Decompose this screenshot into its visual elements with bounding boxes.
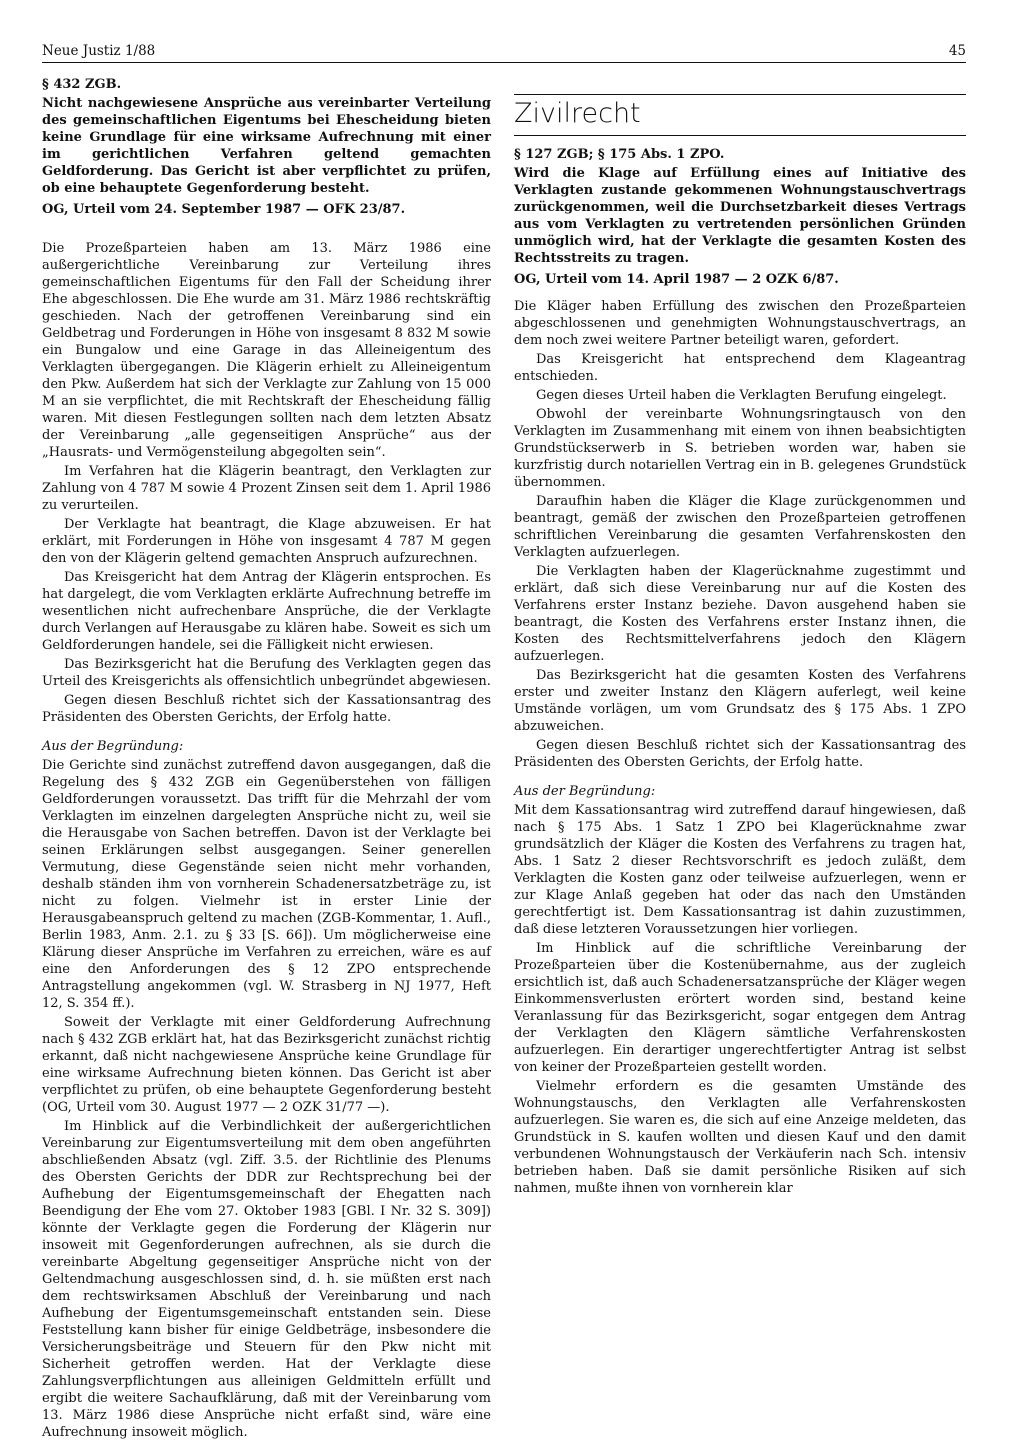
- running-header: [42, 40, 966, 63]
- right-column: [514, 76, 966, 1199]
- case1-fact-paragraph: Im Verfahren hat die Klägerin beantragt, den Verklagten zur Zahlung von 4 787 M sowie 4 Prozent Zinsen seit dem 1. April 1986 zu verurteilen.: [42, 464, 491, 513]
- page-number: 45: [948, 43, 966, 59]
- case2-reason-paragraph: Mit dem Kassationsantrag wird zutreffend darauf hingewiesen, daß nach § 175 Abs. 1 Satz 1 ZPO bei Klagerücknahme zwar grundsätzlich der Kläger die Kosten des Verfahrens zu tragen hat, Abs. 1 Satz 2 dieser Rechtsvorschrift es jedoch zuläßt, dem Verklagten die Kosten ganz oder teilweise aufzuerlegen, wenn er zur Klage Anlaß gegeben hat oder das nach den Umständen gerechtfertigt ist. Dem Kassationsantrag ist dahin zuzustimmen, daß diese letzteren Voraussetzungen hier vorliegen.: [514, 803, 966, 937]
- case1-fact-paragraph: Gegen diesen Beschluß richtet sich der Kassationsantrag des Präsidenten des Obersten Gerichts, der Erfolg hatte.: [42, 693, 491, 725]
- case1-citation: OG, Urteil vom 24. September 1987 — OFK 23/87.: [42, 202, 406, 217]
- case1-reason-paragraph: Soweit der Verklagte mit einer Geldforderung Aufrechnung nach § 432 ZGB erklärt hat, hat das Bezirksgericht zunächst richtig erkannt, daß nicht nachgewiesene Ansprüche keine Grundlage für eine wirksame Aufrechnung bieten können. Das Gericht ist aber verpflichtet zu prüfen, ob eine behauptete Gegenforderung besteht (OG, Urteil vom 30. August 1977 — 2 OZK 31/77 —).: [42, 1015, 491, 1115]
- case1-fact-paragraph: Das Kreisgericht hat dem Antrag der Klägerin entsprochen. Es hat dargelegt, die vom Verklagten erklärte Aufrechnung betreffe im wesentlichen nicht aufrechenbare Ansprüche, die der Verklagte durch Verlangen auf Herausgabe zu klären habe. Soweit es sich um Geldforderungen handele, sei die Fälligkeit nicht erwiesen.: [42, 570, 491, 653]
- case2-paragraph-ref: § 127 ZGB; § 175 Abs. 1 ZPO.: [514, 147, 725, 162]
- case2-fact-paragraph: Das Kreisgericht hat entsprechend dem Klageantrag entschieden.: [514, 352, 966, 384]
- case2-reason-paragraph: Im Hinblick auf die schriftliche Vereinbarung der Prozeßparteien über die Kostenübernahme, aus der zugleich ersichtlich ist, daß auch Schadenersatzansprüche der Kläger wegen Einkommensverlusten erörtert worden sind, bestand keine Veranlassung für das Bezirksgericht, sogar entgegen dem Antrag der Verklagten den Klägern sämtliche Verfahrenskosten aufzuerlegen. Ein derartiger ungerechtfertigter Antrag ist selbst von keiner der Prozeßparteien gestellt worden.: [514, 941, 966, 1075]
- case1-fact-paragraph: Die Prozeßparteien haben am 13. März 1986 eine außergerichtliche Vereinbarung zur Verteilung ihres gemeinschaftlichen Eigentums für den Fall der Scheidung ihrer Ehe abgeschlossen. Die Ehe wurde am 31. März 1986 rechtskräftig geschieden. Nach der getroffenen Vereinbarung sind ein Geldbetrag und Forderungen in Höhe von insgesamt 8 832 M sowie ein Bungalow und eine Garage in das Alleineigentum des Verklagten übergegangen. Die Klägerin erhielt zu Alleineigentum den Pkw. Außerdem hat sich der Verklagte zur Zahlung von 15 000 M an sie verpflichtet, die mit Rechtskraft der Ehescheidung fällig waren. Mit diesen Festlegungen sollten nach dem letzten Absatz der Vereinbarung „alle gegenseitigen Ansprüche“ aus der „Hausrats- und Vermögensteilung abgegolten sein“.: [42, 241, 491, 460]
- case2-fact-paragraph: Obwohl der vereinbarte Wohnungsringtausch von den Verklagten im Zusammenhang mit einem von ihnen beabsichtigten Grundstückserwerb in S. betrieben worden war, haben sie kurzfristig durch notariellen Vertrag ein in B. gelegenes Grundstück übernommen.: [514, 407, 966, 490]
- case1-fact-paragraph: Das Bezirksgericht hat die Berufung des Verklagten gegen das Urteil des Kreisgerichts als offensichtlich unbegründet abgewiesen.: [42, 657, 491, 689]
- case2-citation: OG, Urteil vom 14. April 1987 — 2 OZK 6/87.: [514, 272, 839, 287]
- case1-reason-paragraph: Die Gerichte sind zunächst zutreffend davon ausgegangen, daß die Regelung des § 432 ZGB ein Gegenüberstehen von fälligen Geldforderungen voraussetzt. Das trifft für die Mehrzahl der vom Verklagten im einzelnen dargelegten Ansprüche nicht zu, weil sie die Herausgabe von Sachen betreffen. Davon ist der Verklagte bei seinen Erklärungen selbst ausgegangen. Seiner generellen Vermutung, diese Gegenstände seien nicht mehr vorhanden, deshalb ständen ihm von vornherein Schadenersatzbeträge zu, ist nicht zu folgen. Vielmehr ist in erster Linie der Herausgabeanspruch geltend zu machen (ZGB-Kommentar, 1. Aufl., Berlin 1983, Anm. 2.1. zu § 33 [S. 66]). Um möglicherweise eine Klärung dieser Ansprüche im Verfahren zu erreichen, wäre es auf eine den Anforderungen des § 12 ZPO entsprechende Antragstellung angekommen (vgl. W. Strasberg in NJ 1977, Heft 12, S. 354 ff.).: [42, 758, 491, 1011]
- case2-fact-paragraph: Die Kläger haben Erfüllung des zwischen den Prozeßparteien abgeschlossenen und genehmigten Wohnungstauschvertrags, an dem noch zwei weitere Partner beteiligt waren, gefordert.: [514, 299, 966, 348]
- case2-headnote: Wird die Klage auf Erfüllung eines auf Initiative des Verklagten zustande gekommenen Wohnungstauschvertrags zurückgenommen, weil die Durchsetzbarkeit dieses Vertrags aus vom Verklagten zu vertretenden persönlichen Gründen unmöglich wird, hat der Verklagte die gesamten Kosten des Rechtsstreits zu tragen.: [514, 166, 966, 266]
- case2-reason-paragraph: Vielmehr erfordern es die gesamten Umstände des Wohnungstauschs, den Verklagten alle Verfahrenskosten aufzuerlegen. Sie waren es, die sich auf eine Anzeige meldeten, das Grundstück in S. kaufen wollten und diesen Kauf und den damit verbundenen Wohnungstausch der Verkäuferin nach Sch. intensiv betrieben haben. Daß sie damit persönliche Risiken auf sich nahmen, mußte ihnen von vornherein klar: [514, 1079, 966, 1196]
- journal-title: Neue Justiz 1/88: [42, 43, 156, 59]
- section-title: Zivilrecht: [514, 94, 966, 136]
- case2-fact-paragraph: Daraufhin haben die Kläger die Klage zurückgenommen und beantragt, gemäß der zwischen den Prozeßparteien getroffenen schriftlichen Vereinbarung die gesamten Verfahrenskosten den Verklagten aufzuerlegen.: [514, 494, 966, 560]
- case1-reasons-heading: Aus der Begründung:: [42, 739, 184, 754]
- left-column: [42, 76, 491, 1443]
- case2-fact-paragraph: Die Verklagten haben der Klagerücknahme zugestimmt und erklärt, daß sich diese Vereinbarung nur auf die Kosten des Verfahrens erster Instanz beziehe. Davon ausgehend haben sie beantragt, die Kosten des Verfahrens erster Instanz ihnen, die Kosten des Rechtsmittelverfahrens jedoch den Klägern aufzuerlegen.: [514, 564, 966, 664]
- case2-reasons-heading: Aus der Begründung:: [514, 784, 656, 799]
- case1-paragraph-ref: § 432 ZGB.: [42, 77, 122, 92]
- case1-reason-paragraph: Im Hinblick auf die Verbindlichkeit der außergerichtlichen Vereinbarung zur Eigentumsverteilung mit dem oben angeführten abschließenden Absatz (vgl. Ziff. 3.5. der Richtlinie des Plenums des Obersten Gerichts der DDR zur Rechtsprechung bei der Aufhebung der Eigentumsgemeinschaft der Ehegatten nach Beendigung der Ehe vom 27. Oktober 1983 [GBl. I Nr. 32 S. 309]) könnte der Verklagte gegen die Forderung der Klägerin nur insoweit mit Gegenforderungen aufrechnen, als sie durch die vereinbarte Abgeltung gegenseitiger Ansprüche nicht von der Geltendmachung ausgeschlossen sind, d. h. sie müßten erst nach dem rechtswirksamen Abschluß der Vereinbarung und nach Aufhebung der Eigentumsgemeinschaft entstanden sein. Diese Feststellung kann bisher für einige Geldbeträge, insbesondere die Versicherungsbeiträge und Steuern für den Pkw nicht mit Sicherheit getroffen werden. Hat der Verklagte diese Zahlungsverpflichtungen aus alleinigen Geldmitteln erfüllt und ergibt die weitere Sachaufklärung, daß mit der Vereinbarung vom 13. März 1986 diese Ansprüche nicht erfaßt sind, wäre eine Aufrechnung insoweit möglich.: [42, 1119, 491, 1440]
- case1-headnote: Nicht nachgewiesene Ansprüche aus vereinbarter Verteilung des gemeinschaftlichen Eigentums bei Ehescheidung bieten keine Grundlage für eine wirksame Aufrechnung mit einer im gerichtlichen Verfahren geltend gemachten Geldforderung. Das Gericht ist aber verpflichtet zu prüfen, ob eine behauptete Gegenforderung besteht.: [42, 96, 491, 196]
- case2-fact-paragraph: Gegen diesen Beschluß richtet sich der Kassationsantrag des Präsidenten des Obersten Gerichts, der Erfolg hatte.: [514, 738, 966, 770]
- case2-fact-paragraph: Gegen dieses Urteil haben die Verklagten Berufung eingelegt.: [536, 388, 947, 403]
- case2-fact-paragraph: Das Bezirksgericht hat die gesamten Kosten des Verfahrens erster und zweiter Instanz den Klägern auferlegt, weil keine Umstände vorlägen, um vom Grundsatz des § 175 Abs. 1 ZPO abzuweichen.: [514, 668, 966, 734]
- case1-fact-paragraph: Der Verklagte hat beantragt, die Klage abzuweisen. Er hat erklärt, mit Forderungen in Höhe von insgesamt 4 787 M gegen den von der Klägerin geltend gemachten Anspruch aufzurechnen.: [42, 517, 491, 566]
